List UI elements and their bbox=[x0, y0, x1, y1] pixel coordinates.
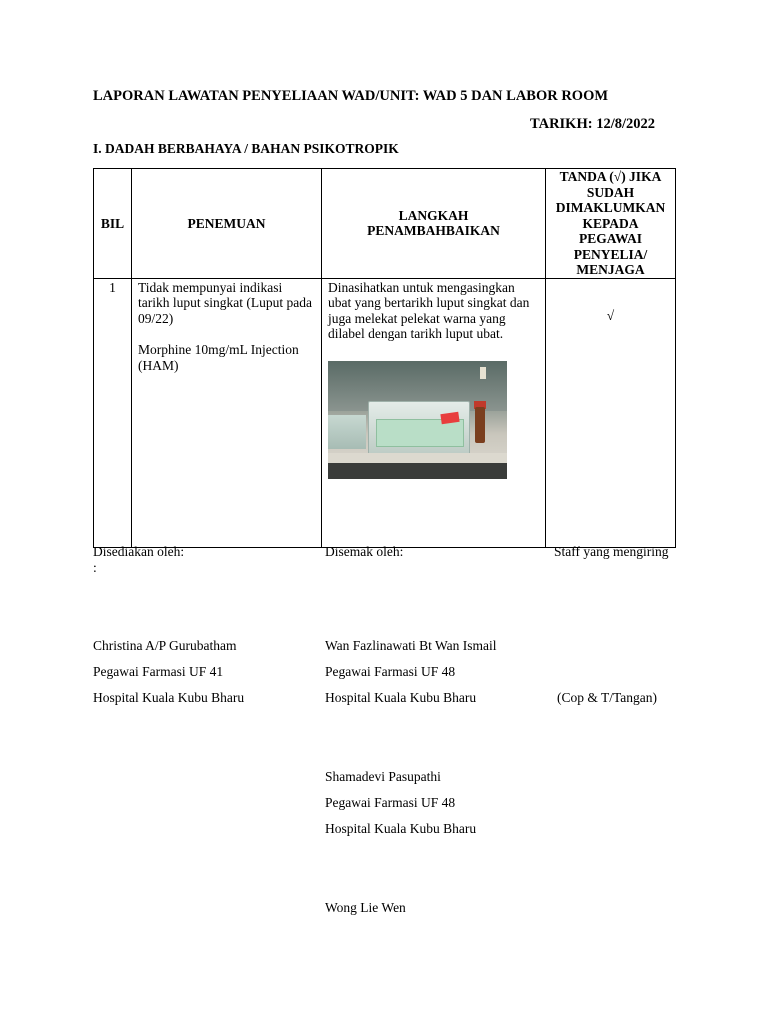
prepared-label: Disediakan oleh: bbox=[93, 544, 185, 559]
checked2-hospital: Hospital Kuala Kubu Bharu bbox=[325, 821, 477, 836]
improvement-text: Dinasihatkan untuk mengasingkan ubat yang bertarikh luput singkat dan juga melekat pelekat warna yang dilabel dengan tarikh luput ubat. bbox=[328, 279, 530, 341]
row-penemuan bbox=[132, 278, 322, 547]
checked-name: Wan Fazlinawati Bt Wan Ismail bbox=[325, 638, 497, 653]
staff-label: Staff yang mengiring bbox=[554, 544, 669, 559]
stamp-label: (Cop & T/Tangan) bbox=[557, 690, 658, 705]
section-heading: I. DADAH BERBAHAYA / BAHAN PSIKOTROPIK bbox=[93, 141, 399, 156]
medication-shelf-photo bbox=[328, 361, 507, 479]
finding-drug: Morphine 10mg/mL Injection (HAM) bbox=[138, 342, 299, 373]
checked3-name: Wong Lie Wen bbox=[325, 900, 406, 915]
report-date: TARIKH: 12/8/2022 bbox=[530, 116, 655, 132]
prepared-hospital: Hospital Kuala Kubu Bharu bbox=[93, 690, 245, 705]
findings-table bbox=[93, 168, 676, 548]
header-langkah: LANGKAH PENAMBAHBAIKAN bbox=[322, 169, 546, 279]
row-tanda: √ bbox=[546, 278, 676, 547]
header-bil: BIL bbox=[94, 169, 132, 279]
table-header-row bbox=[94, 169, 676, 279]
header-tanda: TANDA (√) JIKA SUDAH DIMAKLUMKAN KEPADA PEGAWAI PENYELIA/ MENJAGA bbox=[546, 169, 676, 279]
prepared-colon: : bbox=[93, 560, 97, 575]
checked2-position: Pegawai Farmasi UF 48 bbox=[325, 795, 456, 810]
report-title: LAPORAN LAWATAN PENYELIAAN WAD/UNIT: WAD 5 DAN LABOR ROOM bbox=[93, 88, 609, 104]
row-langkah bbox=[322, 278, 546, 547]
finding-text: Tidak mempunyai indikasi tarikh luput singkat (Luput pada 09/22) bbox=[138, 279, 312, 326]
table-row bbox=[94, 278, 676, 547]
row-bil: 1 bbox=[94, 278, 132, 547]
header-penemuan: PENEMUAN bbox=[132, 169, 322, 279]
checked-position: Pegawai Farmasi UF 48 bbox=[325, 664, 456, 679]
prepared-name: Christina A/P Gurubatham bbox=[93, 638, 237, 653]
prepared-position: Pegawai Farmasi UF 41 bbox=[93, 664, 224, 679]
checked-hospital: Hospital Kuala Kubu Bharu bbox=[325, 690, 477, 705]
checked2-name: Shamadevi Pasupathi bbox=[325, 769, 441, 784]
checked-label: Disemak oleh: bbox=[325, 544, 404, 559]
